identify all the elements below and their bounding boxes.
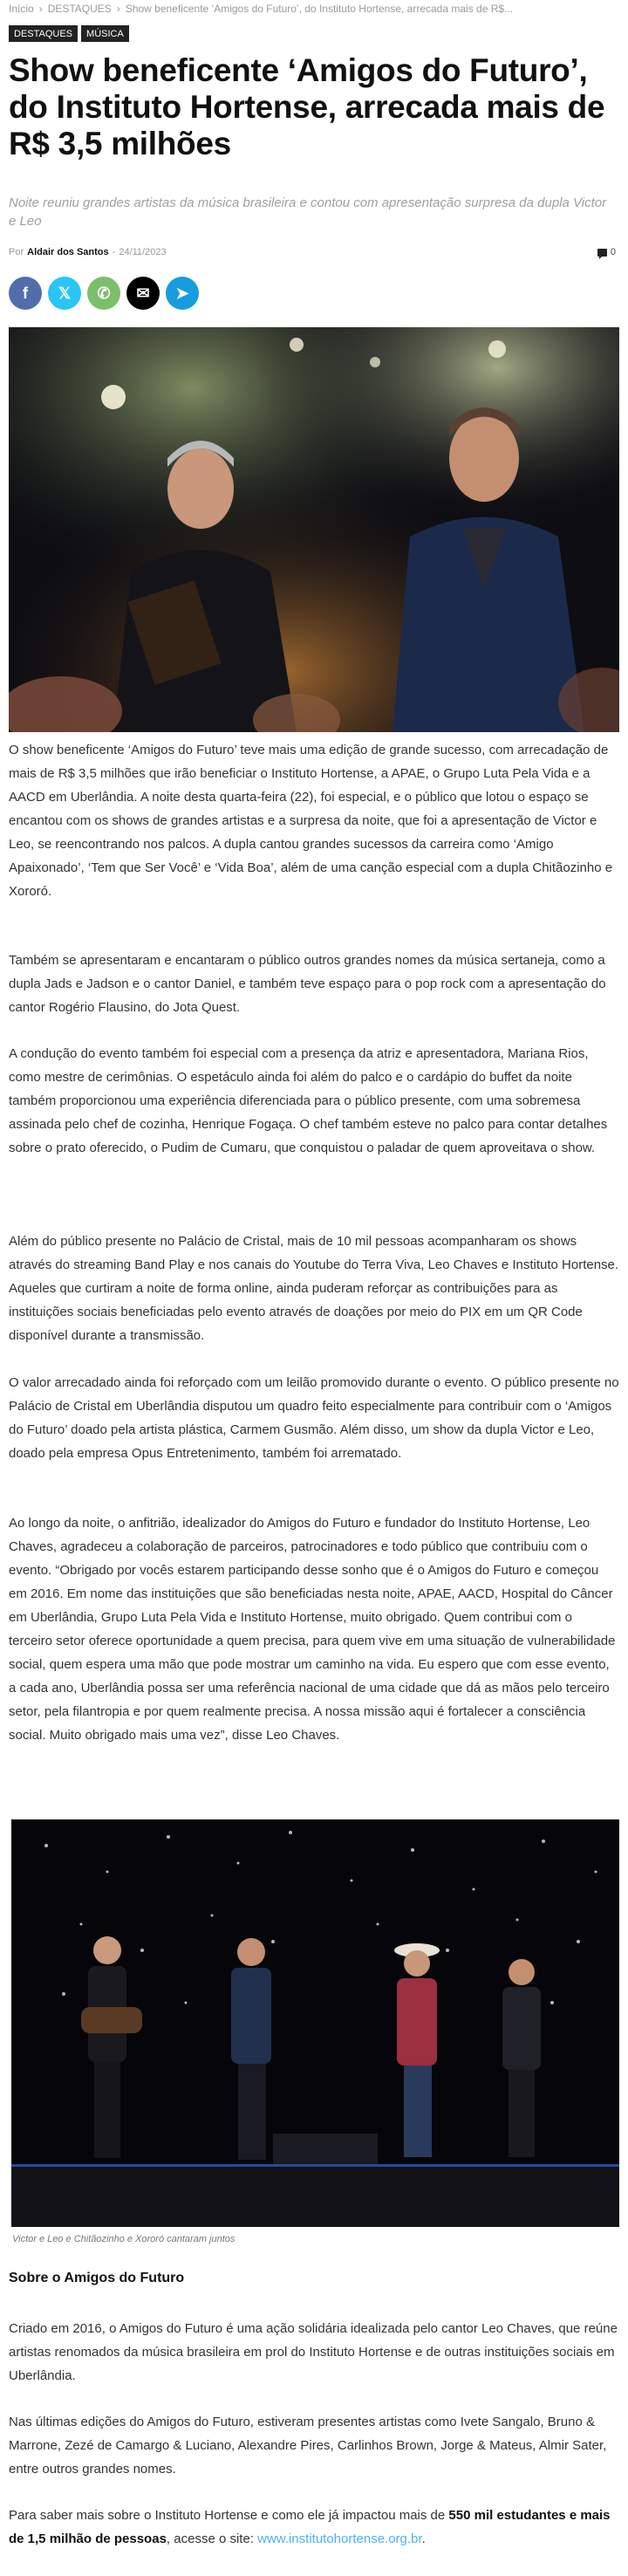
chevron-right-icon: › <box>116 3 120 15</box>
institute-site-link[interactable]: www.institutohortense.org.br <box>257 2531 422 2546</box>
article-title: Show beneficente ‘Amigos do Futuro’, do Instituto Hortense, arrecada mais de R$ 3,5 milhões <box>9 52 605 161</box>
about-text-start: Para saber mais sobre o Instituto Hortense e como ele já impactou mais de <box>9 2508 449 2523</box>
telegram-icon: ➤ <box>175 284 189 302</box>
article-hero-photo <box>9 327 619 732</box>
category-tag-destaques[interactable]: DESTAQUES <box>9 25 78 42</box>
facebook-share-button[interactable] <box>9 277 42 310</box>
comment-count: 0 <box>610 247 616 257</box>
breadcrumb-home-link[interactable]: Início <box>9 3 34 15</box>
chevron-right-icon: › <box>38 3 43 15</box>
breadcrumb-current: Show beneficente ‘Amigos do Futuro’, do Instituto Hortense, arrecada mais de R$... <box>125 3 514 15</box>
email-share-button[interactable] <box>126 277 160 310</box>
facebook-icon: f <box>23 284 28 302</box>
about-text-mid: , acesse o site: <box>166 2531 258 2546</box>
impact-highlight: 550 mil estudantes e mais de 1,5 milhão de pessoas <box>9 2508 611 2546</box>
about-text-end: . <box>421 2531 426 2546</box>
article-paragraph: Ao longo da noite, o anfitrião, idealizador do Amigos do Futuro e fundador do Instituto Hortense, Leo Chaves, agradeceu a colaboração de parceiros, patrocinadores e todo público que contribuiu com o evento. “Obrigado por vocês estarem participando desse sonho que é o Amigos do Futuro e começou em 2016. Em nome das instituições que são beneficiadas nesta noite, APAE, AACD, Hospital do Câncer em Uberlândia, Grupo Luta Pela Vida e Instituto Hortense, muito obrigado. Quem contribui com o terceiro setor oferece oportunidade a quem precisa, para quem vive em uma situação de vulnerabilidade social, quem espera uma mão que pode mostrar um caminho na vida. Eu espero que com esse evento, a cada ano, Uberlândia possa ser uma referência nacional de uma cidade que dá as mãos pelo terceiro setor, pela filantropia e por quem realmente precisa. A nossa missão aqui é fortalecer a consciência social. Muito obrigado mais uma vez”, disse Leo Chaves. <box>9 1516 616 1743</box>
share-buttons <box>9 277 199 310</box>
article-paragraph: Também se apresentaram e encantaram o público outros grandes nomes da música sertaneja, como a dupla Jads e Jadson e o cantor Daniel, e também teve espaço para o pop rock com a apresentação do cantor Rogério Flausino, do Jota Quest. <box>9 953 606 1015</box>
photo-caption: Victor e Leo e Chitãozinho e Xororó cantaram juntos <box>12 2234 236 2244</box>
stage-photo-illustration <box>11 1819 619 2227</box>
breadcrumb <box>9 3 619 15</box>
category-tags <box>9 25 129 42</box>
whatsapp-icon: ✆ <box>97 284 111 302</box>
section-heading-about: Sobre o Amigos do Futuro <box>9 2271 185 2285</box>
about-paragraph: Criado em 2016, o Amigos do Futuro é uma ação solidária idealizada pelo cantor Leo Chaves, que reúne artistas renomados da música brasileira em prol do Instituto Hortense e de outras instituições sociais em Uberlândia. <box>9 2321 618 2383</box>
whatsapp-share-button[interactable] <box>87 277 120 310</box>
article-meta <box>9 247 167 257</box>
about-paragraph-site <box>9 2504 619 2551</box>
twitter-icon: 𝕏 <box>58 284 72 302</box>
article-paragraph: O show beneficente ‘Amigos do Futuro’ teve mais uma edição de grande sucesso, com arrecadação de mais de R$ 3,5 milhões que irão beneficiar o Instituto Hortense, a APAE, o Grupo Luta Pela Vida e a AACD em Uberlândia. A noite desta quarta-feira (22), foi especial, e o público que lotou o espaço se encantou com os shows de grandes artistas e a surpresa da noite, que foi a apresentação de Victor e Leo, se reencontrando nos palcos. A dupla cantou grandes sucessos da carreira como ‘Amigo Apaixonado’, ‘Tem que Ser Você’ e ‘Vida Boa’, além de uma canção especial com a dupla Chitãozinho e Xororó. <box>9 743 613 899</box>
comments-link[interactable] <box>597 247 616 257</box>
article-date: 24/11/2023 <box>119 247 167 257</box>
article-paragraph: Além do público presente no Palácio de Cristal, mais de 10 mil pessoas acompanharam os shows através do streaming Band Play e nos canais do Youtube do Terra Viva, Leo Chaves e Instituto Hortense. Aqueles que curtiram a noite de forma online, ainda puderam reforçar as contribuições para as instituições sociais beneficiadas pelo evento através de doações por meio do PIX em um QR Code disponível durante a transmissão. <box>9 1234 619 1343</box>
telegram-share-button[interactable] <box>166 277 199 310</box>
email-icon: ✉ <box>136 284 150 302</box>
twitter-share-button[interactable] <box>48 277 81 310</box>
date-separator: - <box>112 247 116 257</box>
article-subtitle: Noite reuniu grandes artistas da música brasileira e contou com apresentação surpresa da dupla Victor e Leo <box>9 195 607 229</box>
article-paragraph: O valor arrecadado ainda foi reforçado com um leilão promovido durante o evento. O público presente no Palácio de Cristal em Uberlândia disputou um quadro feito especialmente para contribuir com o ‘Amigos do Futuro’ doado pela artista plástica, Carmem Gusmão. Além disso, um show da dupla Victor e Leo, doado pela empresa Opus Entretenimento, também foi arrematado. <box>9 1375 619 1461</box>
author-link[interactable]: Aldair dos Santos <box>27 247 109 257</box>
comment-icon <box>597 249 607 257</box>
by-label: Por <box>9 247 24 257</box>
concert-photo-illustration <box>9 327 619 732</box>
article-paragraph: A condução do evento também foi especial com a presença da atriz e apresentadora, Mariana Rios, como mestre de cerimônias. O espetáculo ainda foi além do palco e o cardápio do buffet da noite também proporcionou uma experiência diferenciada para o público presente, com uma sobremesa assinada pelo chef de cozinha, Henrique Fogaça. O chef também esteve no palco para contar detalhes sobre o prato oferecido, o Pudim de Cumaru, que conquistou o paladar de quem aproveitava o show. <box>9 1046 608 1155</box>
breadcrumb-section-link[interactable]: DESTAQUES <box>47 3 112 15</box>
category-tag-musica[interactable]: MÚSICA <box>81 25 129 42</box>
about-paragraph: Nas últimas edições do Amigos do Futuro, estiveram presentes artistas como Ivete Sangalo, Bruno & Marrone, Zezé de Camargo & Luciano, Alexandre Pires, Carlinhos Brown, Jorge & Mateus, Almir Sater, entre outros grandes nomes. <box>9 2415 607 2477</box>
article-photo-stage <box>11 1819 619 2227</box>
